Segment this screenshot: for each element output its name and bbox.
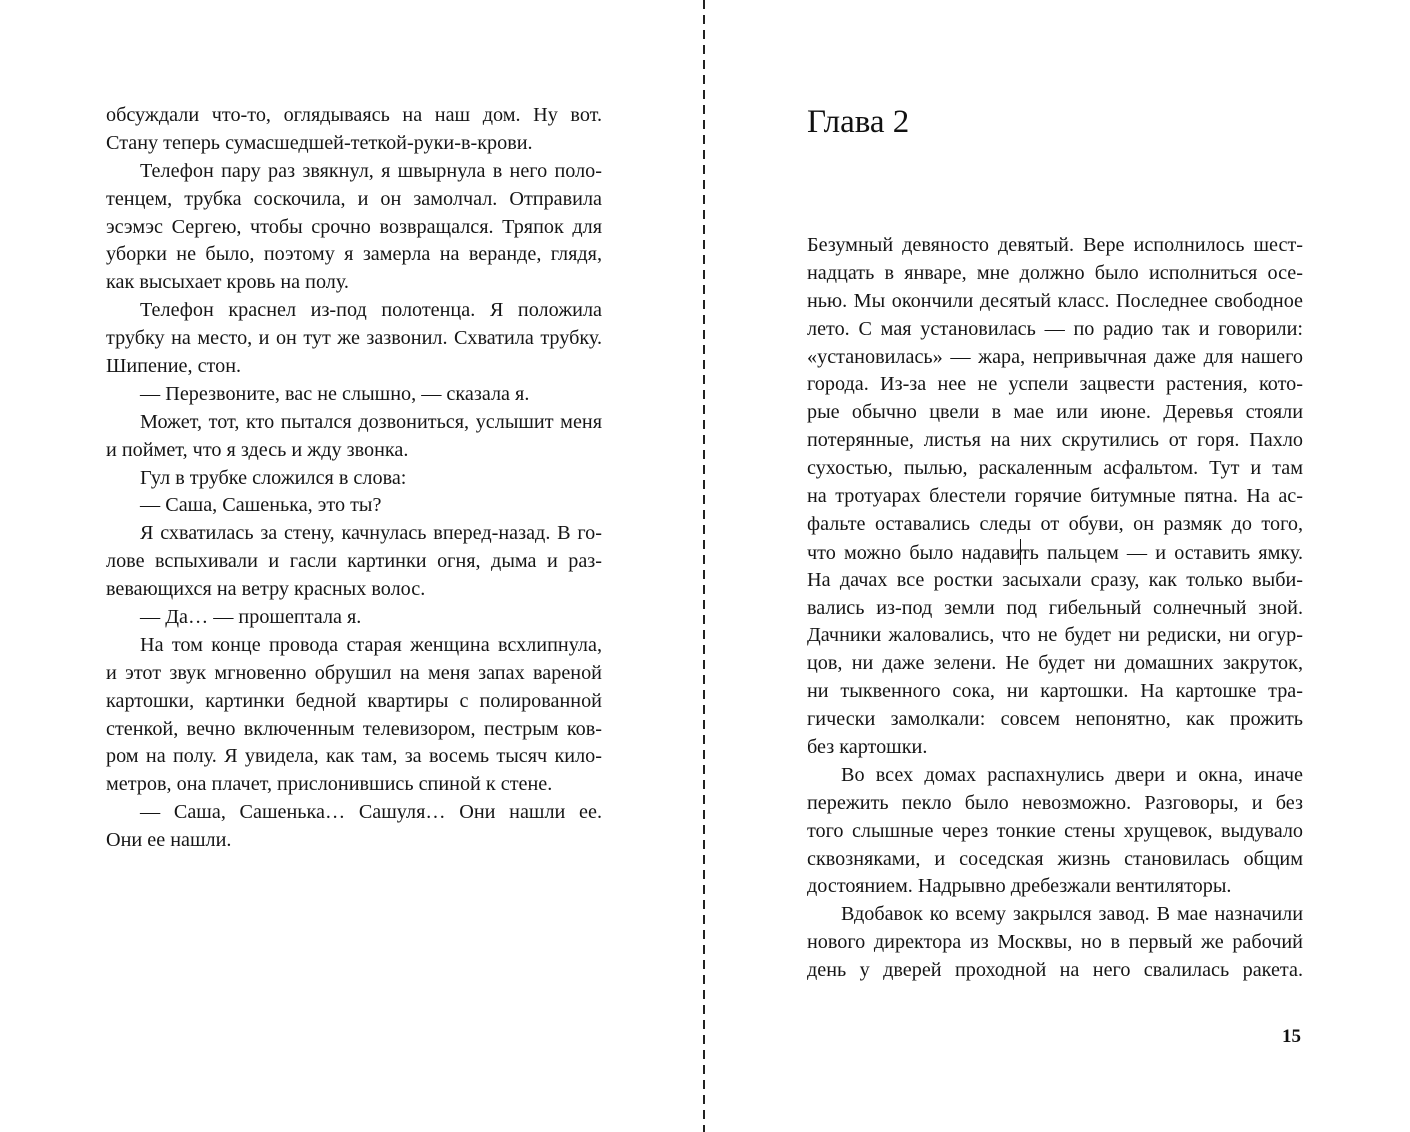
text-line: сухостью, пылью, раскаленным асфальтом. Тут и там: [807, 457, 1303, 480]
chapter-title: Глава 2: [807, 104, 910, 140]
text-line: на тротуарах блестели горячие битумные пятна. На ас-: [807, 485, 1303, 508]
text-line: ни тыквенного сока, ни картошки. На картошке тра-: [807, 680, 1303, 703]
text-line: гически замолкали: совсем непонятно, как прожить: [807, 708, 1303, 731]
text-line: цов, ни даже зелени. Не будет ни домашних закруток,: [807, 652, 1303, 675]
text-line: эсэмэс Сергею, чтобы срочно возвращался. Тряпок для: [106, 215, 602, 238]
text-line: ром на полу. Я увидела, как там, за восемь тысяч кило-: [106, 745, 602, 768]
text-line: На том конце провода старая женщина всхлипнула,: [140, 633, 602, 656]
text-line: Гул в трубке сложился в слова:: [140, 466, 407, 489]
text-line: — Саша, Сашенька, это ты?: [140, 494, 382, 517]
text-line: лове вспыхивали и гасли картинки огня, дыма и раз-: [106, 550, 602, 573]
text-line: Я схватилась за стену, качнулась вперед-назад. В го-: [140, 522, 602, 545]
text-line: — Саша, Сашенька… Сашуля… Они нашли ее.: [140, 801, 602, 824]
text-line: достоянием. Надрывно дребезжали вентиляторы.: [807, 875, 1232, 898]
text-line: без картошки.: [807, 736, 928, 759]
text-line: нового директора из Москвы, но в первый же рабочий: [807, 931, 1303, 954]
left-page-text: [106, 102, 602, 855]
text-line: картошки, картинки бедной квартиры с полированной: [106, 689, 602, 712]
text-line: метров, она плачет, прислонившись спиной к стене.: [106, 773, 553, 796]
text-line: Шипение, стон.: [106, 355, 242, 378]
text-line: рые обычно цвели в мае или июне. Деревья стояли: [807, 401, 1303, 424]
text-line: стенкой, вечно включенным телевизором, пестрым ков-: [106, 717, 602, 740]
text-line: города. Из-за нее не успели зацвести растения, кото-: [807, 373, 1303, 396]
text-line-segment: ть пальцем — и оставить ямку.: [1020, 541, 1303, 564]
right-page-text[interactable]: [807, 232, 1303, 985]
text-line: лето. С мая установилась — по радио так и говорили:: [807, 317, 1303, 340]
text-line: фальте оставались следы от обуви, он размяк до того,: [807, 512, 1303, 535]
text-line: — Перезвоните, вас не слышно, — сказала я.: [140, 382, 530, 405]
text-line: как высыхает кровь на полу.: [106, 271, 349, 294]
text-line: трубку на место, и он тут же зазвонил. Схватила трубку.: [106, 327, 602, 350]
text-line: того слышные через тонкие стены хрущевок, выдувало: [807, 819, 1303, 842]
text-line: потерянные, листья на них скрутились от горя. Пахло: [807, 429, 1303, 452]
text-line: Во всех домах распахнулись двери и окна, иначе: [841, 763, 1303, 786]
text-line: Вдобавок ко всему закрылся завод. В мае назначили: [841, 903, 1303, 926]
text-line: тенцем, трубка соскочила, и он замолчал. Отправила: [106, 187, 602, 210]
left-page: [0, 0, 703, 1132]
page-number: 15: [1282, 1026, 1301, 1047]
text-line: «установилась» — жара, непривычная даже для нашего: [807, 345, 1303, 368]
text-line: уборки не было, поэтому я замерла на веранде, глядя,: [106, 243, 602, 266]
text-line: Телефон краснел из-под полотенца. Я положила: [140, 299, 602, 322]
text-line: Стану теперь сумасшедшей-теткой-руки-в-крови.: [106, 131, 533, 154]
text-line: вались из-под земли под гибельный солнечный зной.: [807, 596, 1303, 619]
text-line: нью. Мы окончили десятый класс. Последнее свободное: [807, 289, 1303, 312]
text-line: сквозняками, и соседская жизнь становилась общим: [807, 847, 1303, 870]
text-line: надцать в январе, мне должно было исполниться осе-: [807, 261, 1303, 284]
text-line: обсуждали что-то, оглядываясь на наш дом. Ну вот.: [106, 104, 602, 126]
text-line: день у дверей проходной на него свалилась ракета.: [807, 959, 1303, 982]
text-line: Телефон пару раз звякнул, я швырнула в него поло-: [140, 159, 602, 182]
right-page: [705, 0, 1410, 1132]
text-line-segment: что можно было надави: [807, 541, 1021, 564]
text-line: На дачах все ростки засыхали сразу, как только выби-: [807, 568, 1303, 591]
text-line: вевающихся на ветру красных волос.: [106, 578, 426, 601]
text-line: Они ее нашли.: [106, 829, 232, 852]
text-line: и поймет, что я здесь и жду звонка.: [106, 438, 409, 461]
text-line: Может, тот, кто пытался дозвониться, услышит меня: [140, 410, 602, 433]
text-line: [807, 539, 1303, 567]
text-line: Безумный девяносто девятый. Вере исполнилось шест-: [807, 234, 1303, 256]
text-line: Дачники жаловались, что не будет ни редиски, ни огур-: [807, 624, 1303, 647]
text-line: пережить пекло было невозможно. Разговоры, и без: [807, 791, 1303, 814]
text-line: и этот звук мгновенно обрушил на меня запах вареной: [106, 661, 602, 684]
text-line: — Да… — прошептала я.: [140, 606, 362, 629]
